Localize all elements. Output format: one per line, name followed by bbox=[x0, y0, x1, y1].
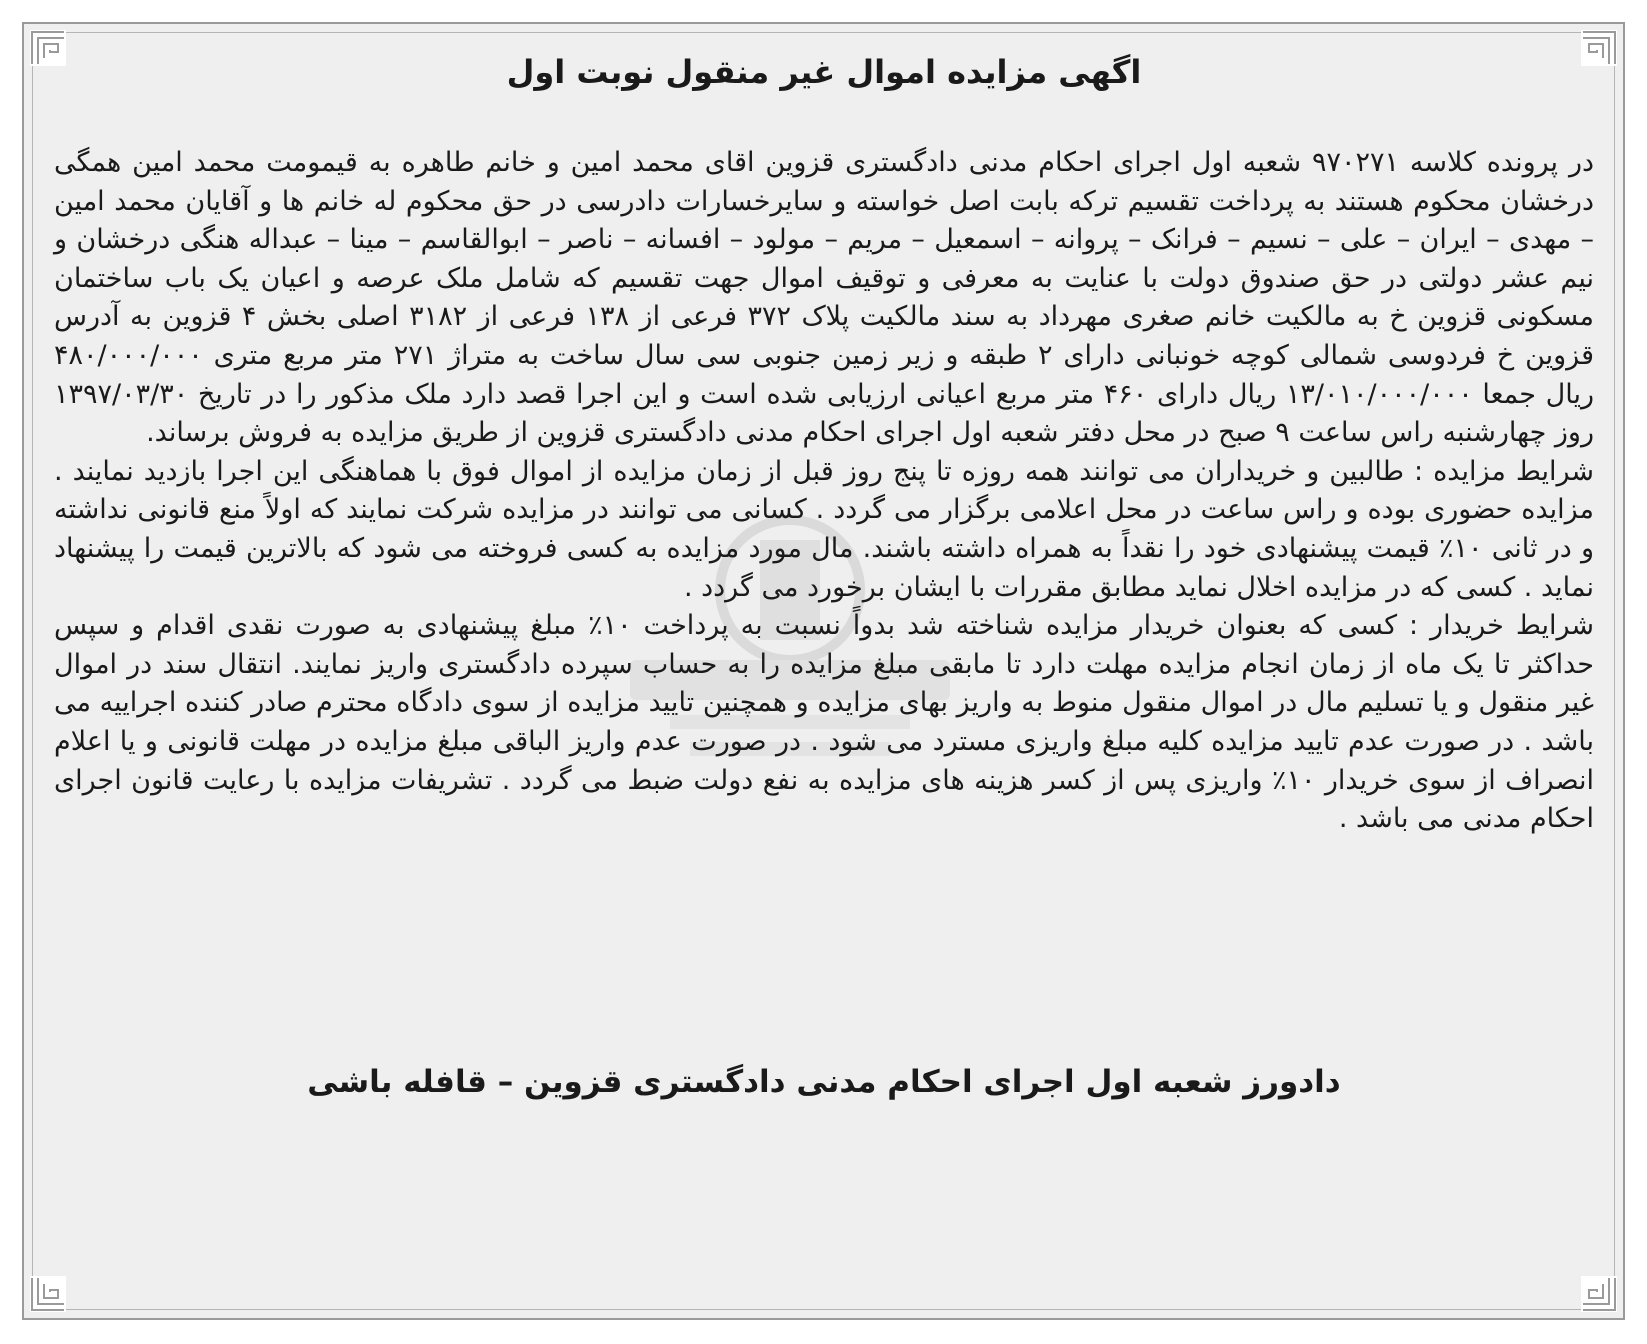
auction-conditions-paragraph: شرایط مزایده : طالبین و خریداران می توانند همه روزه تا پنج روز قبل از زمان مزایده از اموال فوق با هماهنگی این اجرا بازدید نمایند . مزایده حضوری بوده و راس ساعت در محل اعلامی برگزار می گردد . کسانی می توانند در مزایده شرکت نمایند که اولاً منع قانونی نداشته و در ثانی ۱۰٪ قیمت پیشنهادی خود را نقداً به همراه داشته باشند. مال مورد مزایده به کسی فروخته می شود که بالاترین قیمت را پیشنهاد نماید . کسی که در مزایده اخلال نماید مطابق مقررات با ایشان برخورد می گردد . bbox=[54, 455, 1595, 603]
notice-title: اگهی مزایده اموال غیر منقول نوبت اول bbox=[506, 53, 1142, 91]
notice-body-paragraph: در پرونده کلاسه ۹۷۰۲۷۱ شعبه اول اجرای احکام مدنی دادگستری قزوین اقای محمد امین و خانم طاهره به قیمومت محمد امین همگی درخشان محکوم هستند به پرداخت تقسیم ترکه بابت اصل خواسته و سایرخسارات دادرسی در حق محکوم له خانم ها و آقایان محمد امین – مهدی – ایران – علی – نسیم – فرانک – پروانه – اسمعیل – مریم – مولود – افسانه – ناصر – ابوالقاسم – مینا – عبداله هنگی درخشان و نیم عشر دولتی در حق صندوق دولت با عنایت به معرفی و توقیف اموال جهت تقسیم که شامل ملک عرصه و اعیان یک باب ساختمان مسکونی قزوین خ به مالکیت خانم صغری مهرداد به سند مالکیت پلاک ۳۷۲ فرعی از ۱۳۸ فرعی از ۳۱۸۲ اصلی بخش ۴ قزوین به آدرس قزوین خ فردوسی شمالی کوچه خونبانی دارای ۲ طبقه و زیر زمین جنوبی سی سال ساخت به متراژ ۲۷۱ متر مربع متری ۴۸۰/۰۰۰/۰۰۰ ریال جمعا ۱۳/۰۱۰/۰۰۰/۰۰۰ ریال دارای ۴۶۰ متر مربع اعیانی ارزیابی شده است و این اجرا قصد دارد ملک مذکور را در تاریخ ۱۳۹۷/۰۳/۳۰ روز چهارشنبه راس ساعت ۹ صبح در محل دفتر شعبه اول اجرای احکام مدنی دادگستری قزوین از طریق مزایده به فروش برساند. bbox=[54, 147, 1595, 449]
signature-line: دادورز شعبه اول اجرای احکام مدنی دادگستری قزوین – قافله باشی bbox=[307, 1064, 1341, 1100]
notice-content bbox=[54, 44, 1594, 1294]
buyer-conditions-paragraph: شرایط خریدار : کسی که بعنوان خریدار مزایده شناخته شد بدواً نسبت به پرداخت ۱۰٪ مبلغ پیشنهادی به صورت نقدی اقدام و سپس حداکثر تا یک ماه از زمان انجام مزایده مهلت دارد تا مابقی مبلغ مزایده را به حساب سپرده دادگستری واریز نمایند. انتقال سند در اموال غیر منقول و یا تسلیم مال در اموال منقول منوط به واریز بهای مزایده و همچنین تایید مزایده از سوی دادگاه محترم صادر کننده اجراییه می باشد . در صورت عدم تایید مزایده کلیه مبلغ واریزی مسترد می شود . در صورت عدم واریز الباقی مبلغ مزایده در مهلت قانونی و یا اعلام انصراف از سوی خریدار ۱۰٪ واریزی پس از کسر هزینه های مزایده به نفع دولت ضبط می گردد . تشریفات مزایده با رعایت قانون اجرای احکام مدنی می باشد . bbox=[54, 610, 1594, 835]
